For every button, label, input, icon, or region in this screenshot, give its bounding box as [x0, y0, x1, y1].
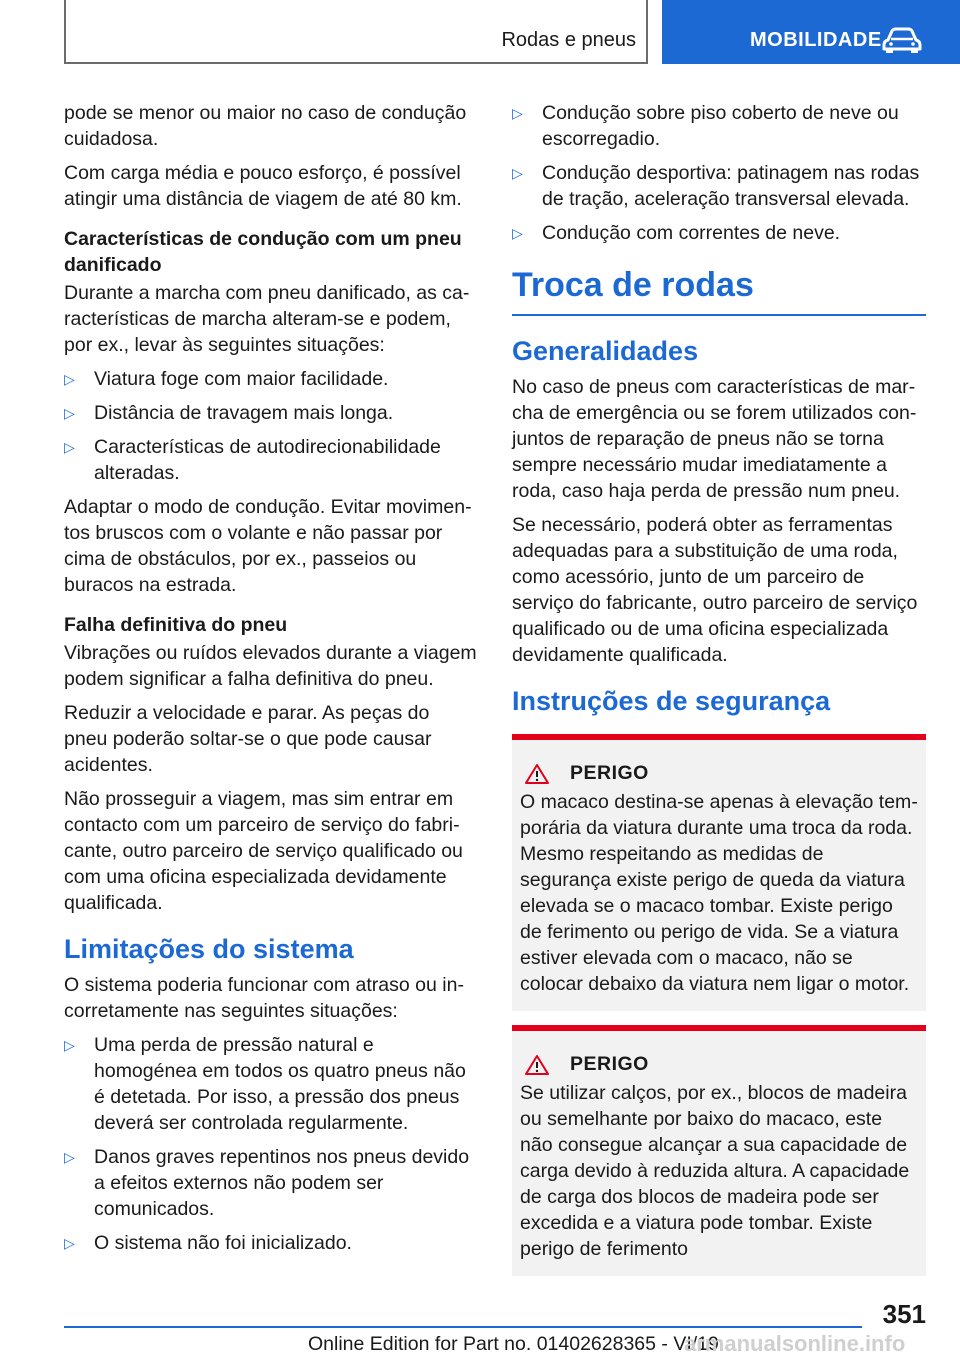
danger-text: Se utilizar calços, por ex., blocos de madeira ou semelhante por baixo do macaco, este não consegue alcançar a sua capacidade de carga devido à reduzida altura. A capacidade de carga dos blocos de madeira pode ser excedida e a viatura pode tombar. Existe perigo de ferimento: [520, 1082, 910, 1260]
section-heading: Limitações do sistema: [64, 934, 354, 964]
triangle-bullet-icon: ▷: [64, 1149, 75, 1165]
header-section-title: Rodas e pneus: [501, 29, 636, 51]
footer-edition: Online Edition for Part no. 01402628365 - VI/19: [308, 1333, 719, 1355]
list-item: ▷ Condução com correntes de neve.: [512, 222, 841, 244]
list-item: ▷ O sistema não foi inicializado.: [64, 1232, 352, 1254]
warning-triangle-icon: [524, 1054, 550, 1076]
paragraph: Com carga média e pouco esforço, é possível atingir uma distância de viagem de até 80 km.: [64, 162, 462, 210]
paragraph: Se necessário, poderá obter as ferramentas adequadas para a substituição de uma roda, como acessório, junto de um parceiro de serviço do fabricante, outro parceiro de serviço qualificado ou de uma oficina especializada devidamente qualificada.: [512, 514, 918, 666]
paragraph: No caso de pneus com características de marcha de emergência ou se forem utilizados conjuntos de reparação de pneus não se torna sempre necessário mudar imediatamente a roda, caso haja perda de pressão num pneu.: [512, 376, 917, 502]
watermark: armanualsonline.info: [684, 1331, 906, 1356]
triangle-bullet-icon: ▷: [64, 371, 75, 387]
triangle-bullet-icon: ▷: [64, 439, 75, 455]
bullet-list: [64, 1032, 478, 1256]
danger-text: O macaco destina-se apenas à elevação temporária da viatura durante uma troca da roda. Mesmo respeitando as medidas de segurança existe perigo de queda da viatura elevada se o macaco tombar. Existe perigo de ferimento ou perigo de vida. Se a viatura estiver elevada com o macaco, não se colocar debaixo da viatura nem ligar o motor.: [520, 791, 918, 995]
danger-box: [512, 734, 926, 1011]
car-icon: [882, 26, 922, 54]
list-item: ▷ Condução desportiva: patinagem nas rodas de tração, aceleração transversal elevada.: [512, 162, 920, 210]
list-item: ▷ Distância de travagem mais longa.: [64, 402, 394, 424]
bullet-list: [512, 100, 926, 246]
left-column: [64, 100, 478, 1264]
triangle-bullet-icon: ▷: [64, 405, 75, 421]
list-item: ▷ Uma perda de pressão natural e homogénea em todos os quatro pneus não é detetada. Por isso, a pressão dos pneus deverá ser controlada regularmente.: [64, 1034, 466, 1134]
right-column: [512, 100, 926, 1290]
triangle-bullet-icon: ▷: [512, 105, 523, 121]
chapter-heading: Troca de rodas: [512, 264, 926, 316]
paragraph: Durante a marcha com pneu danificado, as características de marcha alteram-se e podem, por ex., levar às seguintes situações:: [64, 282, 470, 356]
triangle-bullet-icon: ▷: [64, 1235, 75, 1251]
header-tab-label: MOBILIDADE: [750, 29, 882, 51]
triangle-bullet-icon: ▷: [512, 225, 523, 241]
list-item: ▷ Características de autodirecionabilidade alteradas.: [64, 436, 441, 484]
section-heading: Generalidades: [512, 336, 699, 366]
subheading: Falha definitiva do pneu: [64, 614, 288, 636]
list-item: ▷ Condução sobre piso coberto de neve ou escorregadio.: [512, 102, 899, 150]
paragraph: Não prosseguir a viagem, mas sim entrar em contacto com um parceiro de serviço do fabricante, outro parceiro de serviço qualificado ou com uma oficina especializada devidamente qualificada.: [64, 788, 463, 914]
list-item: ▷ Viatura foge com maior facilidade.: [64, 368, 389, 390]
triangle-bullet-icon: ▷: [64, 1037, 75, 1053]
section-heading: Instruções de segurança: [512, 686, 831, 716]
danger-header: [520, 762, 918, 785]
header-tab-mobilidade: [662, 0, 960, 64]
warning-triangle-icon: [524, 763, 550, 785]
footer-rule: [64, 1326, 862, 1328]
danger-label: PERIGO: [570, 762, 649, 784]
paragraph: pode se menor ou maior no caso de condução cuidadosa.: [64, 102, 467, 150]
list-item: ▷ Danos graves repentinos nos pneus devido a efeitos externos não podem ser comunicados.: [64, 1146, 470, 1220]
paragraph: Reduzir a velocidade e parar. As peças do pneu poderão soltar-se o que pode causar acidentes.: [64, 702, 432, 776]
bullet-list: [64, 366, 478, 486]
subheading: Características de condução com um pneu danificado: [64, 228, 462, 276]
paragraph: O sistema poderia funcionar com atraso ou incorretamente nas seguintes situações:: [64, 974, 464, 1022]
danger-box: [512, 1025, 926, 1276]
paragraph: Vibrações ou ruídos elevados durante a viagem podem significar a falha definitiva do pneu.: [64, 642, 477, 690]
danger-label: PERIGO: [570, 1053, 649, 1075]
page-number: 351: [882, 1299, 926, 1329]
triangle-bullet-icon: ▷: [512, 165, 523, 181]
danger-header: [520, 1053, 918, 1076]
paragraph: Adaptar o modo de condução. Evitar movimentos bruscos com o volante e não passar por cima de obstáculos, por ex., passeios ou buracos na estrada.: [64, 496, 472, 596]
